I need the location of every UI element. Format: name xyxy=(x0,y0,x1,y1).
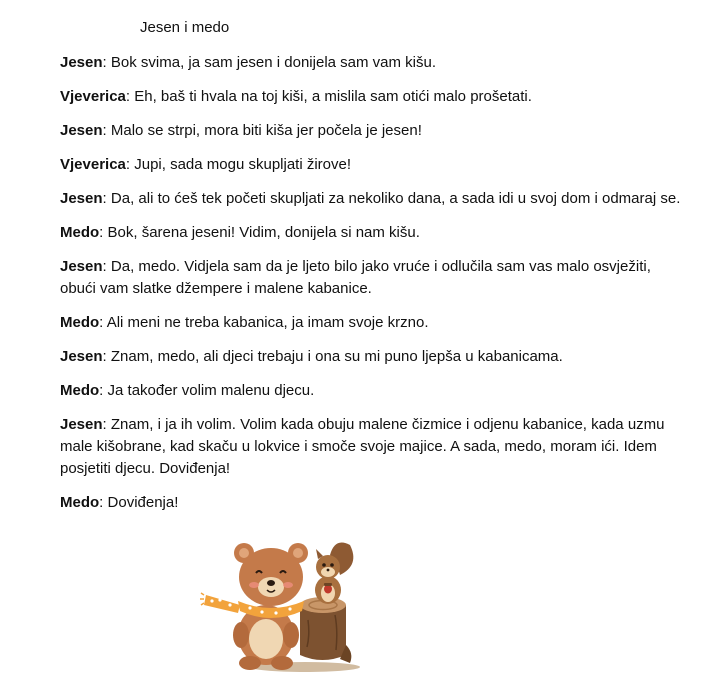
document-title: Jesen i medo xyxy=(140,19,230,36)
speaker-name: Medo xyxy=(60,314,100,331)
line-text: Bok, šarena jeseni! Vidim, donijela si nam kišu. xyxy=(107,224,420,241)
speaker-name: Jesen xyxy=(60,348,103,365)
dialogue-line xyxy=(60,120,685,142)
line-text: Eh, baš ti hvala na toj kiši, a mislila sam otići malo prošetati. xyxy=(134,88,532,105)
dialogue-line xyxy=(60,492,685,514)
squirrel xyxy=(315,543,353,604)
separator: : xyxy=(102,258,111,275)
speaker-name: Jesen xyxy=(60,190,103,207)
dialogue-line xyxy=(60,154,685,176)
speaker-name: Jesen xyxy=(60,258,103,275)
dialogue-line xyxy=(60,86,685,108)
speaker-name: Jesen xyxy=(60,122,103,139)
dialogue-line xyxy=(60,312,685,334)
separator: : xyxy=(99,314,107,331)
dialogue-line xyxy=(60,52,685,74)
bear xyxy=(200,543,308,670)
speaker-name: Jesen xyxy=(60,416,103,433)
dialogue-line xyxy=(60,188,685,210)
line-text: Da, ali to ćeš tek početi skupljati za nekoliko dana, a sada idi u svoj dom i odmaraj se. xyxy=(110,190,681,207)
separator: : xyxy=(99,494,108,511)
separator: : xyxy=(102,348,111,365)
tree-stump xyxy=(300,597,351,663)
bear-squirrel-illustration xyxy=(200,535,370,675)
line-text: Znam, i ja ih volim. Volim kada obuju malene čizmice i odjenu kabanice, kada uzmu male kišobrane, kad skaču u lokvice i smoče svoje majice. A sada, medo, moram ići. Idem posjetiti djecu. Doviđenja! xyxy=(60,416,665,477)
dialogue-line xyxy=(60,414,685,480)
separator: : xyxy=(102,122,111,139)
speaker-name: Medo xyxy=(60,494,100,511)
line-text: Doviđenja! xyxy=(107,494,179,511)
line-text: Bok svima, ja sam jesen i donijela sam vam kišu. xyxy=(110,54,437,71)
line-text: Jupi, sada mogu skupljati žirove! xyxy=(134,156,352,173)
speaker-name: Medo xyxy=(60,224,100,241)
speaker-name: Vjeverica xyxy=(60,88,126,105)
separator: : xyxy=(125,156,135,173)
separator: : xyxy=(99,382,108,399)
dialogue-line xyxy=(60,380,685,402)
line-text: Ali meni ne treba kabanica, ja imam svoje krzno. xyxy=(106,314,429,331)
separator: : xyxy=(99,224,108,241)
speaker-name: Medo xyxy=(60,382,100,399)
separator: : xyxy=(102,54,111,71)
speaker-name: Vjeverica xyxy=(60,156,126,173)
separator: : xyxy=(125,88,135,105)
line-text: Ja također volim malenu djecu. xyxy=(107,382,315,399)
speaker-name: Jesen xyxy=(60,54,103,71)
line-text: Malo se strpi, mora biti kiša jer počela je jesen! xyxy=(110,122,422,139)
separator: : xyxy=(102,190,111,207)
separator: : xyxy=(102,416,111,433)
line-text: Znam, medo, ali djeci trebaju i ona su mi puno ljepša u kabanicama. xyxy=(110,348,563,365)
dialogue-line xyxy=(60,346,685,368)
line-text: Da, medo. Vidjela sam da je ljeto bilo jako vruće i odlučila sam vas malo osvježiti, obući vam slatke džempere i malene kabanice. xyxy=(60,258,651,297)
dialogue-line xyxy=(60,222,685,244)
dialogue-line xyxy=(60,256,685,300)
dialogue xyxy=(60,52,685,526)
